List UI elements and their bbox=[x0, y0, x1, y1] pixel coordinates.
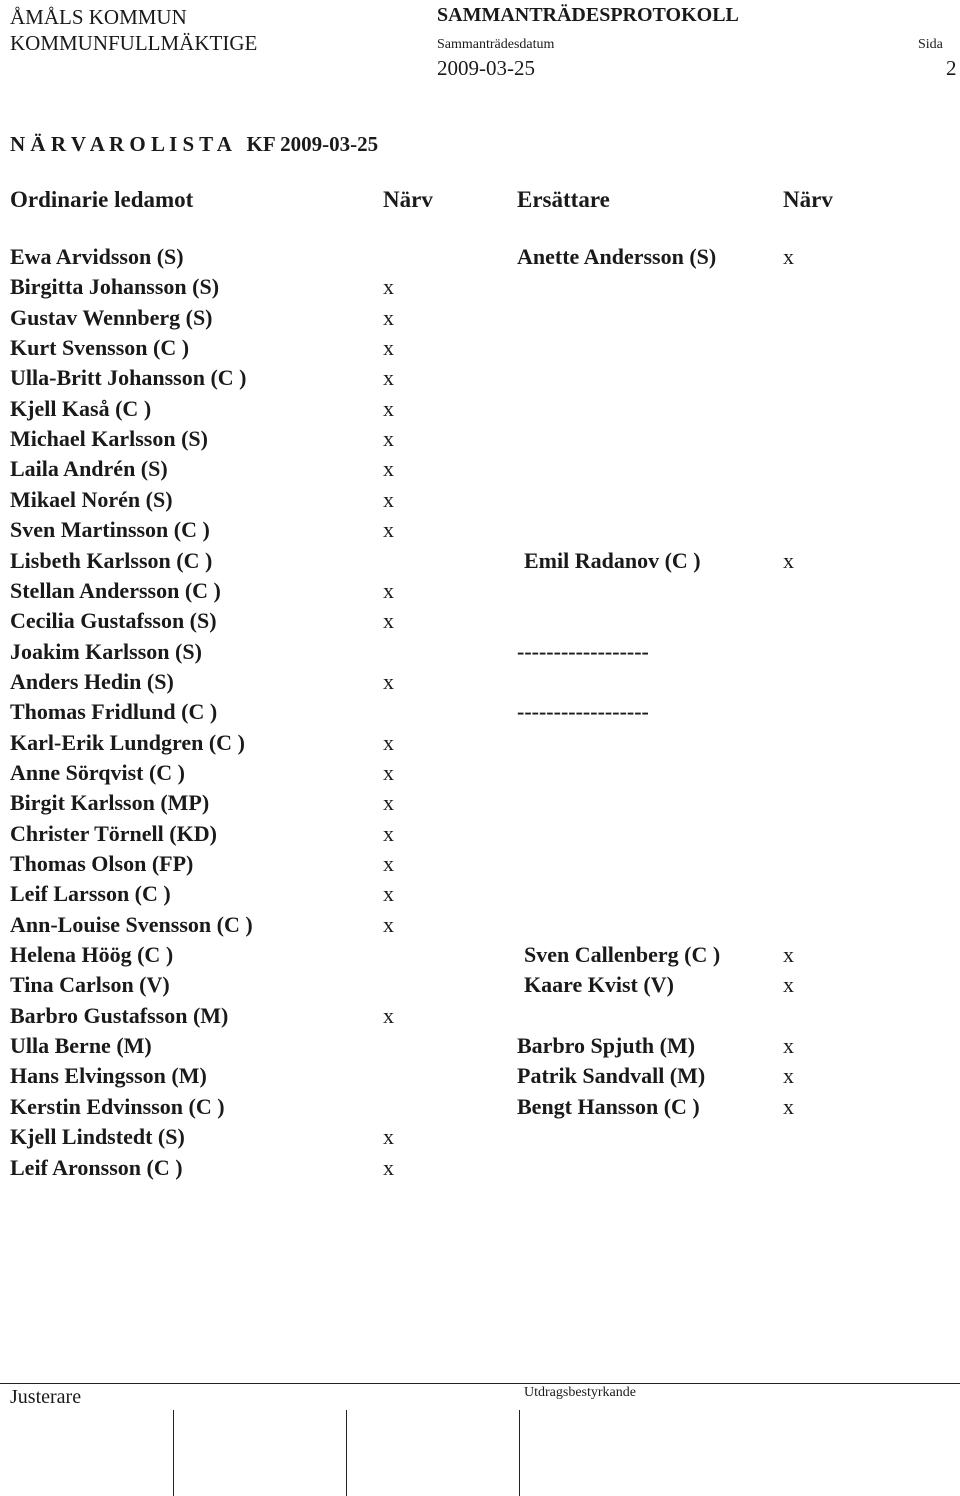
present-mark: x bbox=[383, 335, 394, 361]
member-name: Kjell Kaså (C ) bbox=[10, 395, 152, 421]
present-mark: x bbox=[383, 911, 394, 937]
table-row bbox=[0, 881, 960, 911]
member-name: Leif Aronsson (C ) bbox=[10, 1154, 183, 1180]
member-name: Leif Larsson (C ) bbox=[10, 881, 171, 907]
footer-divider bbox=[0, 1383, 960, 1384]
member-name: Anders Hedin (S) bbox=[10, 668, 174, 694]
table-row bbox=[0, 1155, 960, 1185]
present-mark: x bbox=[383, 729, 394, 755]
present-mark: x bbox=[383, 395, 394, 421]
present-mark: x bbox=[383, 1002, 394, 1028]
member-name: Christer Törnell (KD) bbox=[10, 820, 217, 846]
table-row bbox=[0, 790, 960, 820]
present-mark: x bbox=[383, 486, 394, 512]
table-row bbox=[0, 274, 960, 304]
table-row bbox=[0, 487, 960, 517]
table-row bbox=[0, 1003, 960, 1033]
table-row bbox=[0, 305, 960, 335]
table-row bbox=[0, 942, 960, 972]
member-name: Mikael Norén (S) bbox=[10, 486, 173, 512]
substitute-present-mark: x bbox=[783, 1093, 794, 1119]
table-row bbox=[0, 335, 960, 365]
table-row bbox=[0, 1124, 960, 1154]
member-name: Tina Carlson (V) bbox=[10, 972, 170, 998]
present-mark: x bbox=[383, 365, 394, 391]
footer-justerare: Justerare bbox=[10, 1386, 82, 1408]
substitute-present-mark: x bbox=[783, 244, 794, 269]
document-title: SAMMANTRÄDESPROTOKOLL bbox=[437, 4, 739, 26]
substitute-name: Patrik Sandvall (M) bbox=[517, 1063, 706, 1089]
present-mark: x bbox=[383, 820, 394, 846]
date-label: Sammanträdesdatum bbox=[437, 37, 555, 52]
table-row bbox=[0, 699, 960, 729]
present-mark: x bbox=[383, 1124, 394, 1150]
table-row bbox=[0, 1094, 960, 1124]
substitute-name: ------------------ bbox=[517, 699, 649, 725]
member-name: Ulla Berne (M) bbox=[10, 1033, 152, 1059]
present-mark: x bbox=[383, 759, 394, 785]
present-mark: x bbox=[383, 668, 394, 694]
member-name: Laila Andrén (S) bbox=[10, 456, 168, 482]
present-mark: x bbox=[383, 790, 394, 816]
present-mark: x bbox=[383, 304, 394, 330]
member-name: Cecilia Gustafsson (S) bbox=[10, 608, 217, 634]
member-name: Birgitta Johansson (S) bbox=[10, 274, 220, 300]
committee-name: KOMMUNFULLMÄKTIGE bbox=[10, 31, 258, 55]
table-row bbox=[0, 760, 960, 790]
substitute-present-mark: x bbox=[783, 547, 794, 573]
member-name: Birgit Karlsson (MP) bbox=[10, 790, 210, 816]
present-mark: x bbox=[383, 426, 394, 452]
column-substitute: Ersättare bbox=[517, 187, 610, 212]
member-name: Thomas Fridlund (C ) bbox=[10, 699, 218, 725]
substitute-name: Emil Radanov (C ) bbox=[524, 547, 701, 573]
meeting-date: 2009-03-25 bbox=[437, 56, 535, 80]
substitute-present-mark: x bbox=[783, 1063, 794, 1089]
signature-box-divider bbox=[346, 1410, 347, 1496]
present-mark: x bbox=[383, 456, 394, 482]
member-name: Sven Martinsson (C ) bbox=[10, 517, 210, 543]
present-mark: x bbox=[383, 608, 394, 634]
substitute-name: Anette Andersson (S) bbox=[517, 244, 717, 269]
attendance-list-title: N Ä R V A R O L I S T A KF 2009-03-25 bbox=[10, 132, 379, 156]
member-name: Lisbeth Karlsson (C ) bbox=[10, 547, 213, 573]
table-row bbox=[0, 730, 960, 760]
table-row bbox=[0, 548, 960, 578]
present-mark: x bbox=[383, 577, 394, 603]
table-row bbox=[0, 851, 960, 881]
present-mark: x bbox=[383, 851, 394, 876]
table-row bbox=[0, 578, 960, 608]
member-name: Joakim Karlsson (S) bbox=[10, 638, 202, 664]
member-name: Michael Karlsson (S) bbox=[10, 426, 208, 452]
table-row bbox=[0, 821, 960, 851]
table-row bbox=[0, 639, 960, 669]
member-name: Karl-Erik Lundgren (C ) bbox=[10, 729, 245, 755]
substitute-name: Kaare Kvist (V) bbox=[524, 972, 674, 998]
present-mark: x bbox=[383, 1154, 394, 1180]
member-name: Ann-Louise Svensson (C ) bbox=[10, 911, 253, 937]
table-row bbox=[0, 1063, 960, 1093]
org-name: ÅMÅLS KOMMUN bbox=[10, 5, 187, 29]
table-row bbox=[0, 244, 960, 274]
table-row bbox=[0, 669, 960, 699]
substitute-present-mark: x bbox=[783, 1033, 794, 1059]
member-name: Gustav Wennberg (S) bbox=[10, 304, 213, 330]
substitute-name: Barbro Spjuth (M) bbox=[517, 1033, 696, 1059]
member-name: Hans Elvingsson (M) bbox=[10, 1063, 207, 1089]
table-row bbox=[0, 365, 960, 395]
column-present: Närv bbox=[383, 187, 433, 212]
page-number: 2 bbox=[946, 56, 957, 80]
substitute-present-mark: x bbox=[783, 972, 794, 998]
member-name: Kerstin Edvinsson (C ) bbox=[10, 1093, 225, 1119]
member-name: Barbro Gustafsson (M) bbox=[10, 1002, 229, 1028]
member-name: Thomas Olson (FP) bbox=[10, 851, 194, 876]
member-name: Helena Höög (C ) bbox=[10, 942, 174, 968]
table-row bbox=[0, 972, 960, 1002]
member-name: Kjell Lindstedt (S) bbox=[10, 1124, 185, 1150]
member-name: Ewa Arvidsson (S) bbox=[10, 244, 184, 269]
member-name: Stellan Andersson (C ) bbox=[10, 577, 221, 603]
member-name: Ulla-Britt Johansson (C ) bbox=[10, 365, 247, 391]
present-mark: x bbox=[383, 517, 394, 543]
footer-utdragsbestyrkande: Utdragsbestyrkande bbox=[524, 1385, 636, 1400]
table-row bbox=[0, 608, 960, 638]
table-row bbox=[0, 912, 960, 942]
table-row bbox=[0, 456, 960, 486]
member-name: Anne Sörqvist (C ) bbox=[10, 759, 186, 785]
page-label: Sida bbox=[918, 37, 943, 52]
substitute-present-mark: x bbox=[783, 942, 794, 968]
substitute-name: ------------------ bbox=[517, 638, 649, 664]
table-row bbox=[0, 517, 960, 547]
member-name: Kurt Svensson (C ) bbox=[10, 335, 190, 361]
signature-box-divider bbox=[173, 1410, 174, 1496]
table-row bbox=[0, 396, 960, 426]
column-sub-present: Närv bbox=[783, 187, 833, 212]
table-row bbox=[0, 1033, 960, 1063]
column-member: Ordinarie ledamot bbox=[10, 187, 194, 212]
substitute-name: Sven Callenberg (C ) bbox=[524, 942, 721, 968]
present-mark: x bbox=[383, 881, 394, 907]
table-row bbox=[0, 426, 960, 456]
signature-box-divider bbox=[519, 1410, 520, 1496]
present-mark: x bbox=[383, 274, 394, 300]
substitute-name: Bengt Hansson (C ) bbox=[517, 1093, 700, 1119]
